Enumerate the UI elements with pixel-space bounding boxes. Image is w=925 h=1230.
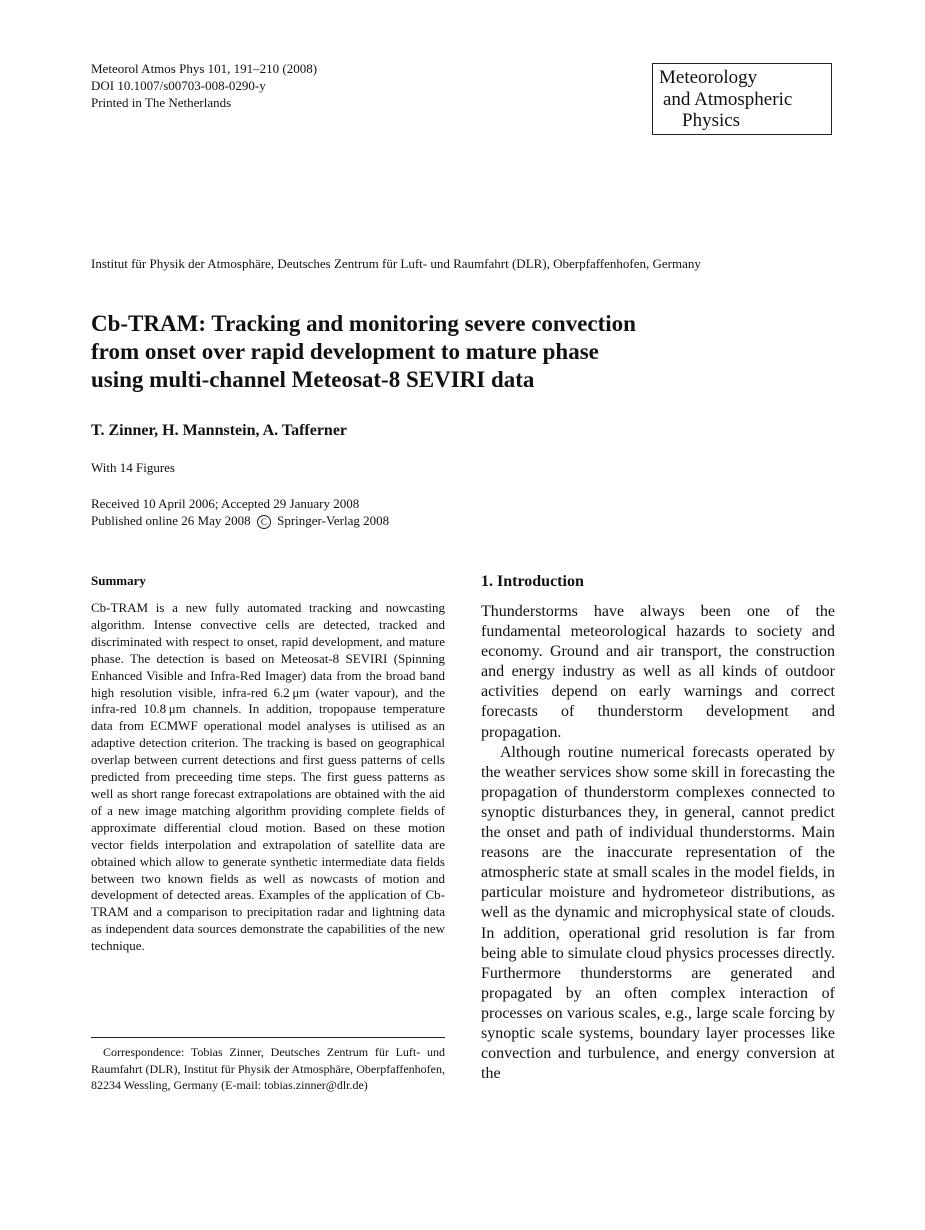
journal-logo [652, 63, 832, 135]
printed-location: Printed in The Netherlands [91, 95, 232, 110]
intro-paragraph-2: Although routine numerical forecasts operated by the weather services show some skill in forecasting the propagation of thunderstorm complexes connected to synoptic disturbances they, in general, cannot predict the onset and path of individual thunderstorms. Main reasons are the inaccurate representation of the atmospheric state at small scales in the model fields, in particular moisture and hydrometeor distributions, as well as the dynamic and microphysical state of clouds. In addition, operational grid resolution is far from being able to simulate cloud physics processes directly. Furthermore thunderstorms are generated and propagated by an often complex interaction of processes on various scales, e.g., large scale forcing by synoptic scale systems, boundary layer processes like convection and turbulence, and energy conversion at the [481, 743, 835, 1083]
affiliation: Institut für Physik der Atmosphäre, Deutsches Zentrum für Luft- und Raumfahrt (DLR), Oberpfaffenhofen, Germany [91, 256, 701, 271]
introduction-heading: 1. Introduction [481, 573, 584, 590]
logo-line-1: Meteorology [659, 67, 758, 88]
paper-title [91, 310, 791, 394]
summary-heading: Summary [91, 573, 146, 588]
footnote-divider [91, 1037, 445, 1038]
logo-line-2: and Atmospheric [663, 89, 793, 110]
title-line-2: from onset over rapid development to mature phase [91, 339, 599, 364]
publication-dates [91, 495, 389, 529]
intro-paragraph-1: Thunderstorms have always been one of the fundamental meteorological hazards to society and economy. Ground and air transport, the construction and energy industry as well as all kinds of outdoor activities depend on early warnings and correct forecasts of thunderstorm development and propagation. [481, 603, 835, 741]
journal-reference: Meteorol Atmos Phys 101, 191–210 (2008) [91, 61, 318, 76]
figures-note: With 14 Figures [91, 460, 175, 475]
authors: T. Zinner, H. Mannstein, A. Tafferner [91, 422, 348, 439]
journal-meta [91, 60, 317, 111]
correspondence-footnote: Correspondence: Tobias Zinner, Deutsches Zentrum für Luft- und Raumfahrt (DLR), Institut für Physik der Atmosphäre, Oberpfaffenhofen, 82234 Wessling, Germany (E-mail: tobias.zinner@dlr.de) [91, 1045, 445, 1092]
publisher: Springer-Verlag 2008 [277, 513, 390, 528]
title-line-1: Cb-TRAM: Tracking and monitoring severe convection [91, 311, 636, 336]
published-line [91, 512, 389, 529]
logo-line-3: Physics [682, 110, 741, 131]
summary-text: Cb-TRAM is a new fully automated tracking and nowcasting algorithm. Intense convective cells are detected, tracked and discriminated with respect to onset, rapid development, and mature phase. The detection is based on Meteosat-8 SEVIRI (Spinning Enhanced Visible and Infra-Red Imager) data from the broad band high resolution visible, infra-red 6.2 μm (water vapour), and the infra-red 10.8 μm channels. In addition, tropopause temperature data from ECMWF operational model analyses is utilised as an adaptive detection criterion. The tracking is based on geographical overlap between current detections and first guess patterns of cells predicted from preceeding time steps. The first guess patterns as well as short range forecast extrapolations are obtained with the aid of a new image matching algorithm providing complete fields of approximate differential cloud motion. Based on these motion vector fields interpolation and extrapolation of satellite data are obtained which allow to generate synthetic intermediate data fields between two known fields as well as nowcasts of motion and development of detected areas. Examples of the application of Cb-TRAM and a comparison to precipitation radar and lightning data as independent data sources demonstrate the capabilities of the new technique. [91, 600, 445, 954]
copyright-icon: C [257, 515, 271, 529]
introduction-body [481, 602, 835, 1084]
published-date: Published online 26 May 2008 [91, 513, 251, 528]
title-line-3: using multi-channel Meteosat-8 SEVIRI data [91, 367, 535, 392]
received-accepted: Received 10 April 2006; Accepted 29 January 2008 [91, 496, 360, 511]
doi: DOI 10.1007/s00703-008-0290-y [91, 78, 266, 93]
